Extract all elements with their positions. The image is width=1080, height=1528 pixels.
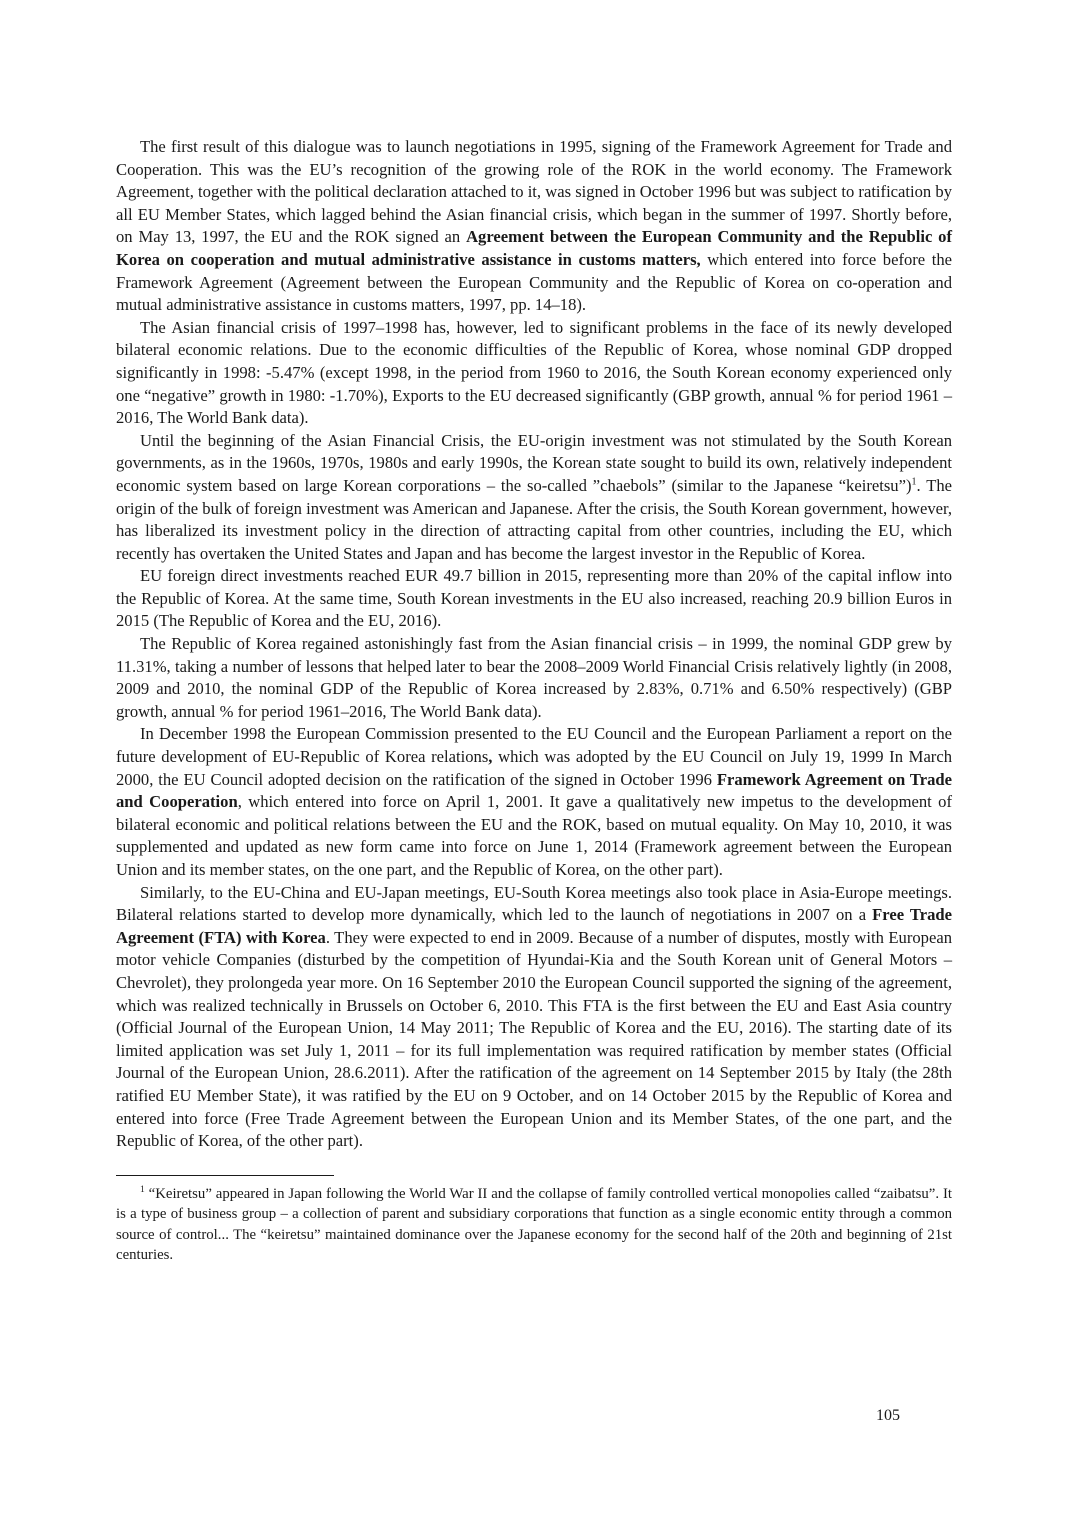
paragraph-3: Until the beginning of the Asian Financial Crisis, the EU-origin investment was not stimulated by the South Korean governments, as in the 1960s, 1970s, 1980s and early 1990s, the Korean state sought to build its own, relatively independent economic system based on large Korean corporations – the so-called ”chaebols” (similar to the Japanese “keiretsu”)$^1$. The origin of the bulk of foreign investment was American and Japanese. After the crisis, the South Korean government, however, has liberalized its investment policy in the direction of attracting capital from other countries, including the EU, which recently has overtaken the United States and Japan and has become the largest investor in the Republic of Korea. [116, 430, 953, 563]
page-number: 105 [876, 1407, 900, 1424]
footnote-mark: 1 [140, 1184, 145, 1195]
footnote-text: “Keiretsu” appeared in Japan following the World War II and the collapse of family controlled vertical monopolies called “zaibatsu”. It is a type of business group – a collection of parent and subsidiary corporations that function as a single economic entity through a common source of control... The “keiretsu” maintained dominance over the Japanese economy for the second half of the 20th and beginning of 21st centuries. [116, 1185, 952, 1264]
footnote-divider [116, 1175, 334, 1176]
paragraph-5: The Republic of Korea regained astonishingly fast from the Asian financial crisis – in 1999, the nominal GDP grew by 11.31%, taking a number of lessons that helped later to bear the 2008–2009 World Financial Crisis relatively lightly (in 2008, 2009 and 2010, the nominal GDP of the Republic of Korea increased by 2.83%, 0.71% and 6.50% respectively) (GBP growth, annual % for period 1961–2016, The World Bank data). [116, 634, 952, 721]
paragraph-6: In December 1998 the European Commission presented to the EU Council and the European Parliament a report on the future development of EU-Republic of Korea relations, which was adopted by the EU Council on July 19, 1999 In March 2000, the EU Council adopted decision on the ratification of the signed in October 1996 Framework Agreement on Trade and Cooperation, which entered into force on April 1, 2001. It gave a qualitatively new impetus to the development of bilateral economic and political relations between the EU and the ROK, based on mutual equality. On May 10, 2010, it was supplemented and updated as new form came into force on June 1, 2014 (Framework agreement between the European Union and its member states, on the one part, and the Republic of Korea, on the other part). [116, 724, 952, 879]
paragraph-7: Similarly, to the EU-China and EU-Japan meetings, EU-South Korea meetings also took place in Asia-Europe meetings. Bilateral relations started to develop more dynamically, which led to the launch of negotiations in 2007 on a Free Trade Agreement (FTA) with Korea. They were expected to end in 2009. Because of a number of disputes, mostly with European motor vehicle Companies (disturbed by the competition of Hyundai-Kia and the South Korean unit of General Motors – Chevrolet), they prolongeda year more. On 16 September 2010 the European Council supported the signing of the agreement, which was realized technically in Brussels on October 6, 2010. This FTA is the first between the EU and East Asia country (Official Journal of the European Union, 14 May 2011; The Republic of Korea and the EU, 2016). The starting date of its limited application was set July 1, 2011 – for its full implementation was required ratification by member states (Official Journal of the European Union, 28.6.2011). After the ratification of the agreement on 14 September 2015 by Italy (the 28th ratified EU Member State), it was ratified by the EU on 9 October, and on 14 October 2015 by the Republic of Korea and entered into force (Free Trade Agreement between the European Union and its Member States, of the one part, and the Republic of Korea, of the other part). [116, 882, 952, 1151]
bold-customs-agreement: Agreement between the European Community and the Republic of Korea on cooperation and mutual administrative assistance in customs matters, [116, 227, 952, 269]
paragraph-1: The first result of this dialogue was to launch negotiations in 1995, signing of the Framework Agreement for Trade and Cooperation. This was the EU’s recognition of the growing role of the ROK in the world economy. The Framework Agreement, together with the political declaration attached to it, was signed in October 1996 but was subject to ratification by all EU Member States, which lagged behind the Asian financial crisis, which began in the summer of 1997. Shortly before, on May 13, 1997, the EU and the ROK signed an Agreement between the European Community and the Republic of Korea on cooperation and mutual administrative assistance in customs matters, which entered into force before the Framework Agreement (Agreement between the European Community and the Republic of Korea on co-operation and mutual administrative assistance in customs matters, 1997, pp. 14–18). [116, 137, 952, 315]
footnote [116, 1184, 952, 1266]
footnote-reference[interactable]: 1 [911, 476, 917, 488]
paragraph-4: EU foreign direct investments reached EUR 49.7 billion in 2015, representing more than 20% of the capital inflow into the Republic of Korea. At the same time, South Korean investments in the EU also increased, reaching 20.9 billion Euros in 2015 (The Republic of Korea and the EU, 2016). [116, 566, 952, 631]
bold-fta: Free Trade Agreement (FTA) with Korea [116, 905, 952, 947]
paragraph-2: The Asian financial crisis of 1997–1998 has, however, led to significant problems in the face of its newly developed bilateral economic relations. Due to the economic difficulties of the Republic of Korea, whose nominal GDP dropped significantly in 1998: -5.47% (except 1998, in the period from 1960 to 2016, the South Korean economy experienced only one “negative” growth in 1980: -1.70%), Exports to the EU decreased significantly (GBP growth, annual % for period 1961 – 2016, The World Bank data). [116, 317, 952, 428]
body-text [116, 136, 952, 1153]
bold-framework-agreement: Framework Agreement on Trade and Cooperation [116, 769, 952, 812]
